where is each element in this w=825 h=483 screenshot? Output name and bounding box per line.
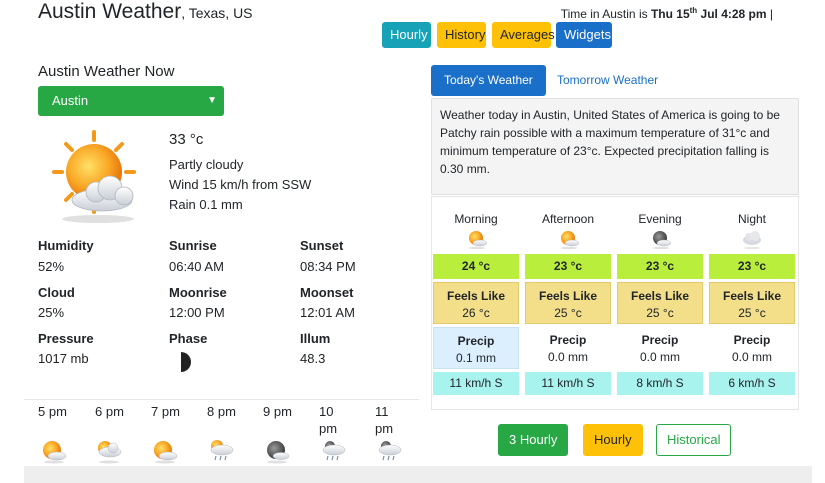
cloud-value: 25% (38, 305, 65, 320)
pressure-value: 1017 mb (38, 351, 89, 366)
historical-button[interactable]: Historical (656, 424, 731, 456)
tab-today-weather[interactable]: Today's Weather (431, 65, 546, 96)
hour-label: 10 pm (319, 404, 338, 436)
today-description: Weather today in Austin, United States of America is going to be Patchy rain possible with a maximum temperature of 31°c and minimum temperature of 23°c. Expected precipitation falling is 0.30 mm. (431, 98, 799, 195)
period-precip-evening (617, 327, 703, 369)
moonrise-label: Moonrise (169, 285, 227, 300)
period-label-evening: Evening (638, 212, 682, 226)
precip-value: 0.0 mm (547, 350, 588, 364)
moonset-label: Moonset (300, 285, 354, 300)
hour-label: 6 pm (95, 404, 124, 419)
cloud-sun-rain-icon (207, 438, 235, 464)
nav-widgets-button[interactable]: Widgets (556, 22, 612, 48)
hour-label: 5 pm (38, 404, 67, 419)
pressure-label: Pressure (38, 331, 94, 346)
period-temp-morning: 24 °c (433, 254, 519, 279)
humidity-label: Humidity (38, 238, 94, 253)
partly-cloudy-sun-icon (48, 128, 144, 226)
precip-value: 0.0 mm (731, 350, 772, 364)
period-wind-evening: 8 km/h S (617, 372, 703, 395)
title-city: Austin Weather (38, 0, 182, 23)
city-select[interactable] (38, 86, 224, 116)
hour-label: 7 pm (151, 404, 180, 419)
partly-cloudy-sun-icon (466, 228, 488, 250)
feels-like-label: Feels Like (446, 289, 506, 303)
time-day: Thu 15 (650, 7, 690, 21)
feels-like-value: 25 °c (646, 306, 674, 320)
precip-value: 0.0 mm (639, 350, 680, 364)
sunrise-value: 06:40 AM (169, 259, 224, 274)
period-temp-night: 23 °c (709, 254, 795, 279)
phase-label: Phase (169, 331, 208, 346)
period-feels-evening (617, 282, 703, 324)
cloud-rain-icon (375, 438, 403, 464)
humidity-value: 52% (38, 259, 65, 274)
sunrise-label: Sunrise (169, 238, 217, 253)
current-wind: Wind 15 km/h from SSW (169, 177, 312, 192)
precip-label: Precip (549, 333, 587, 347)
nav-history-button[interactable]: History (437, 22, 486, 48)
hourly-button[interactable]: Hourly (583, 424, 643, 456)
three-hourly-button[interactable]: 3 Hourly (498, 424, 568, 456)
cloud-sun-icon (95, 438, 123, 464)
precip-label: Precip (457, 334, 495, 348)
precip-label: Precip (733, 333, 771, 347)
cloud-icon (741, 228, 763, 250)
feels-like-label: Feels Like (630, 289, 690, 303)
time-rest: Jul 4:28 pm (697, 7, 767, 21)
period-wind-night: 6 km/h S (709, 372, 795, 395)
sunset-value: 08:34 PM (300, 259, 356, 274)
chevron-down-icon: ▼ (207, 95, 217, 106)
hour-label: 11 pm (375, 404, 394, 436)
moon-cloud-icon (650, 228, 672, 250)
feels-like-value: 25 °c (554, 306, 582, 320)
period-feels-night (709, 282, 795, 324)
hour-label: 8 pm (207, 404, 236, 419)
time-ordinal: th (689, 6, 698, 15)
current-rain: Rain 0.1 mm (169, 197, 243, 212)
period-feels-morning (433, 282, 519, 324)
local-time (561, 6, 773, 21)
feels-like-value: 25 °c (738, 306, 766, 320)
sunset-label: Sunset (300, 238, 344, 253)
period-temp-afternoon: 23 °c (525, 254, 611, 279)
period-label-night: Night (737, 212, 766, 226)
partly-cloudy-sun-icon (151, 438, 179, 464)
period-wind-afternoon: 11 km/h S (525, 372, 611, 395)
period-feels-afternoon (525, 282, 611, 324)
current-condition: Partly cloudy (169, 157, 244, 172)
period-precip-morning (433, 327, 519, 369)
precip-value: 0.1 mm (455, 351, 496, 365)
page-title (38, 0, 253, 24)
city-select-value: Austin (52, 93, 89, 108)
title-region: , Texas, US (181, 5, 253, 21)
moonrise-value: 12:00 PM (169, 305, 225, 320)
tab-tomorrow-weather[interactable]: Tomorrow Weather (557, 73, 659, 87)
hour-label: 9 pm (263, 404, 292, 419)
feels-like-label: Feels Like (538, 289, 598, 303)
period-wind-morning: 11 km/h S (433, 372, 519, 395)
period-label-morning: Morning (454, 212, 498, 226)
partly-cloudy-sun-icon (558, 228, 580, 250)
now-heading: Austin Weather Now (38, 63, 175, 80)
precip-label: Precip (641, 333, 679, 347)
footer-bar (24, 466, 812, 483)
period-precip-night (709, 327, 795, 369)
period-temp-evening: 23 °c (617, 254, 703, 279)
period-label-afternoon: Afternoon (541, 212, 595, 226)
illum-value: 48.3 (300, 351, 326, 366)
cloud-label: Cloud (38, 285, 75, 300)
moonset-value: 12:01 AM (300, 305, 355, 320)
period-precip-afternoon (525, 327, 611, 369)
time-suffix: | (766, 7, 773, 21)
cloud-rain-icon (319, 438, 347, 464)
time-prefix: Time in Austin is (560, 7, 651, 21)
current-temperature: 33 °c (169, 131, 204, 148)
nav-hourly-button[interactable]: Hourly (382, 22, 431, 48)
hourly-divider (24, 399, 419, 400)
partly-cloudy-sun-icon (40, 438, 68, 464)
feels-like-label: Feels Like (722, 289, 782, 303)
nav-averages-button[interactable]: Averages (492, 22, 551, 48)
half-moon-icon (179, 351, 193, 373)
feels-like-value: 26 °c (462, 306, 490, 320)
illum-label: Illum (300, 331, 331, 346)
moon-cloud-icon (263, 438, 291, 464)
